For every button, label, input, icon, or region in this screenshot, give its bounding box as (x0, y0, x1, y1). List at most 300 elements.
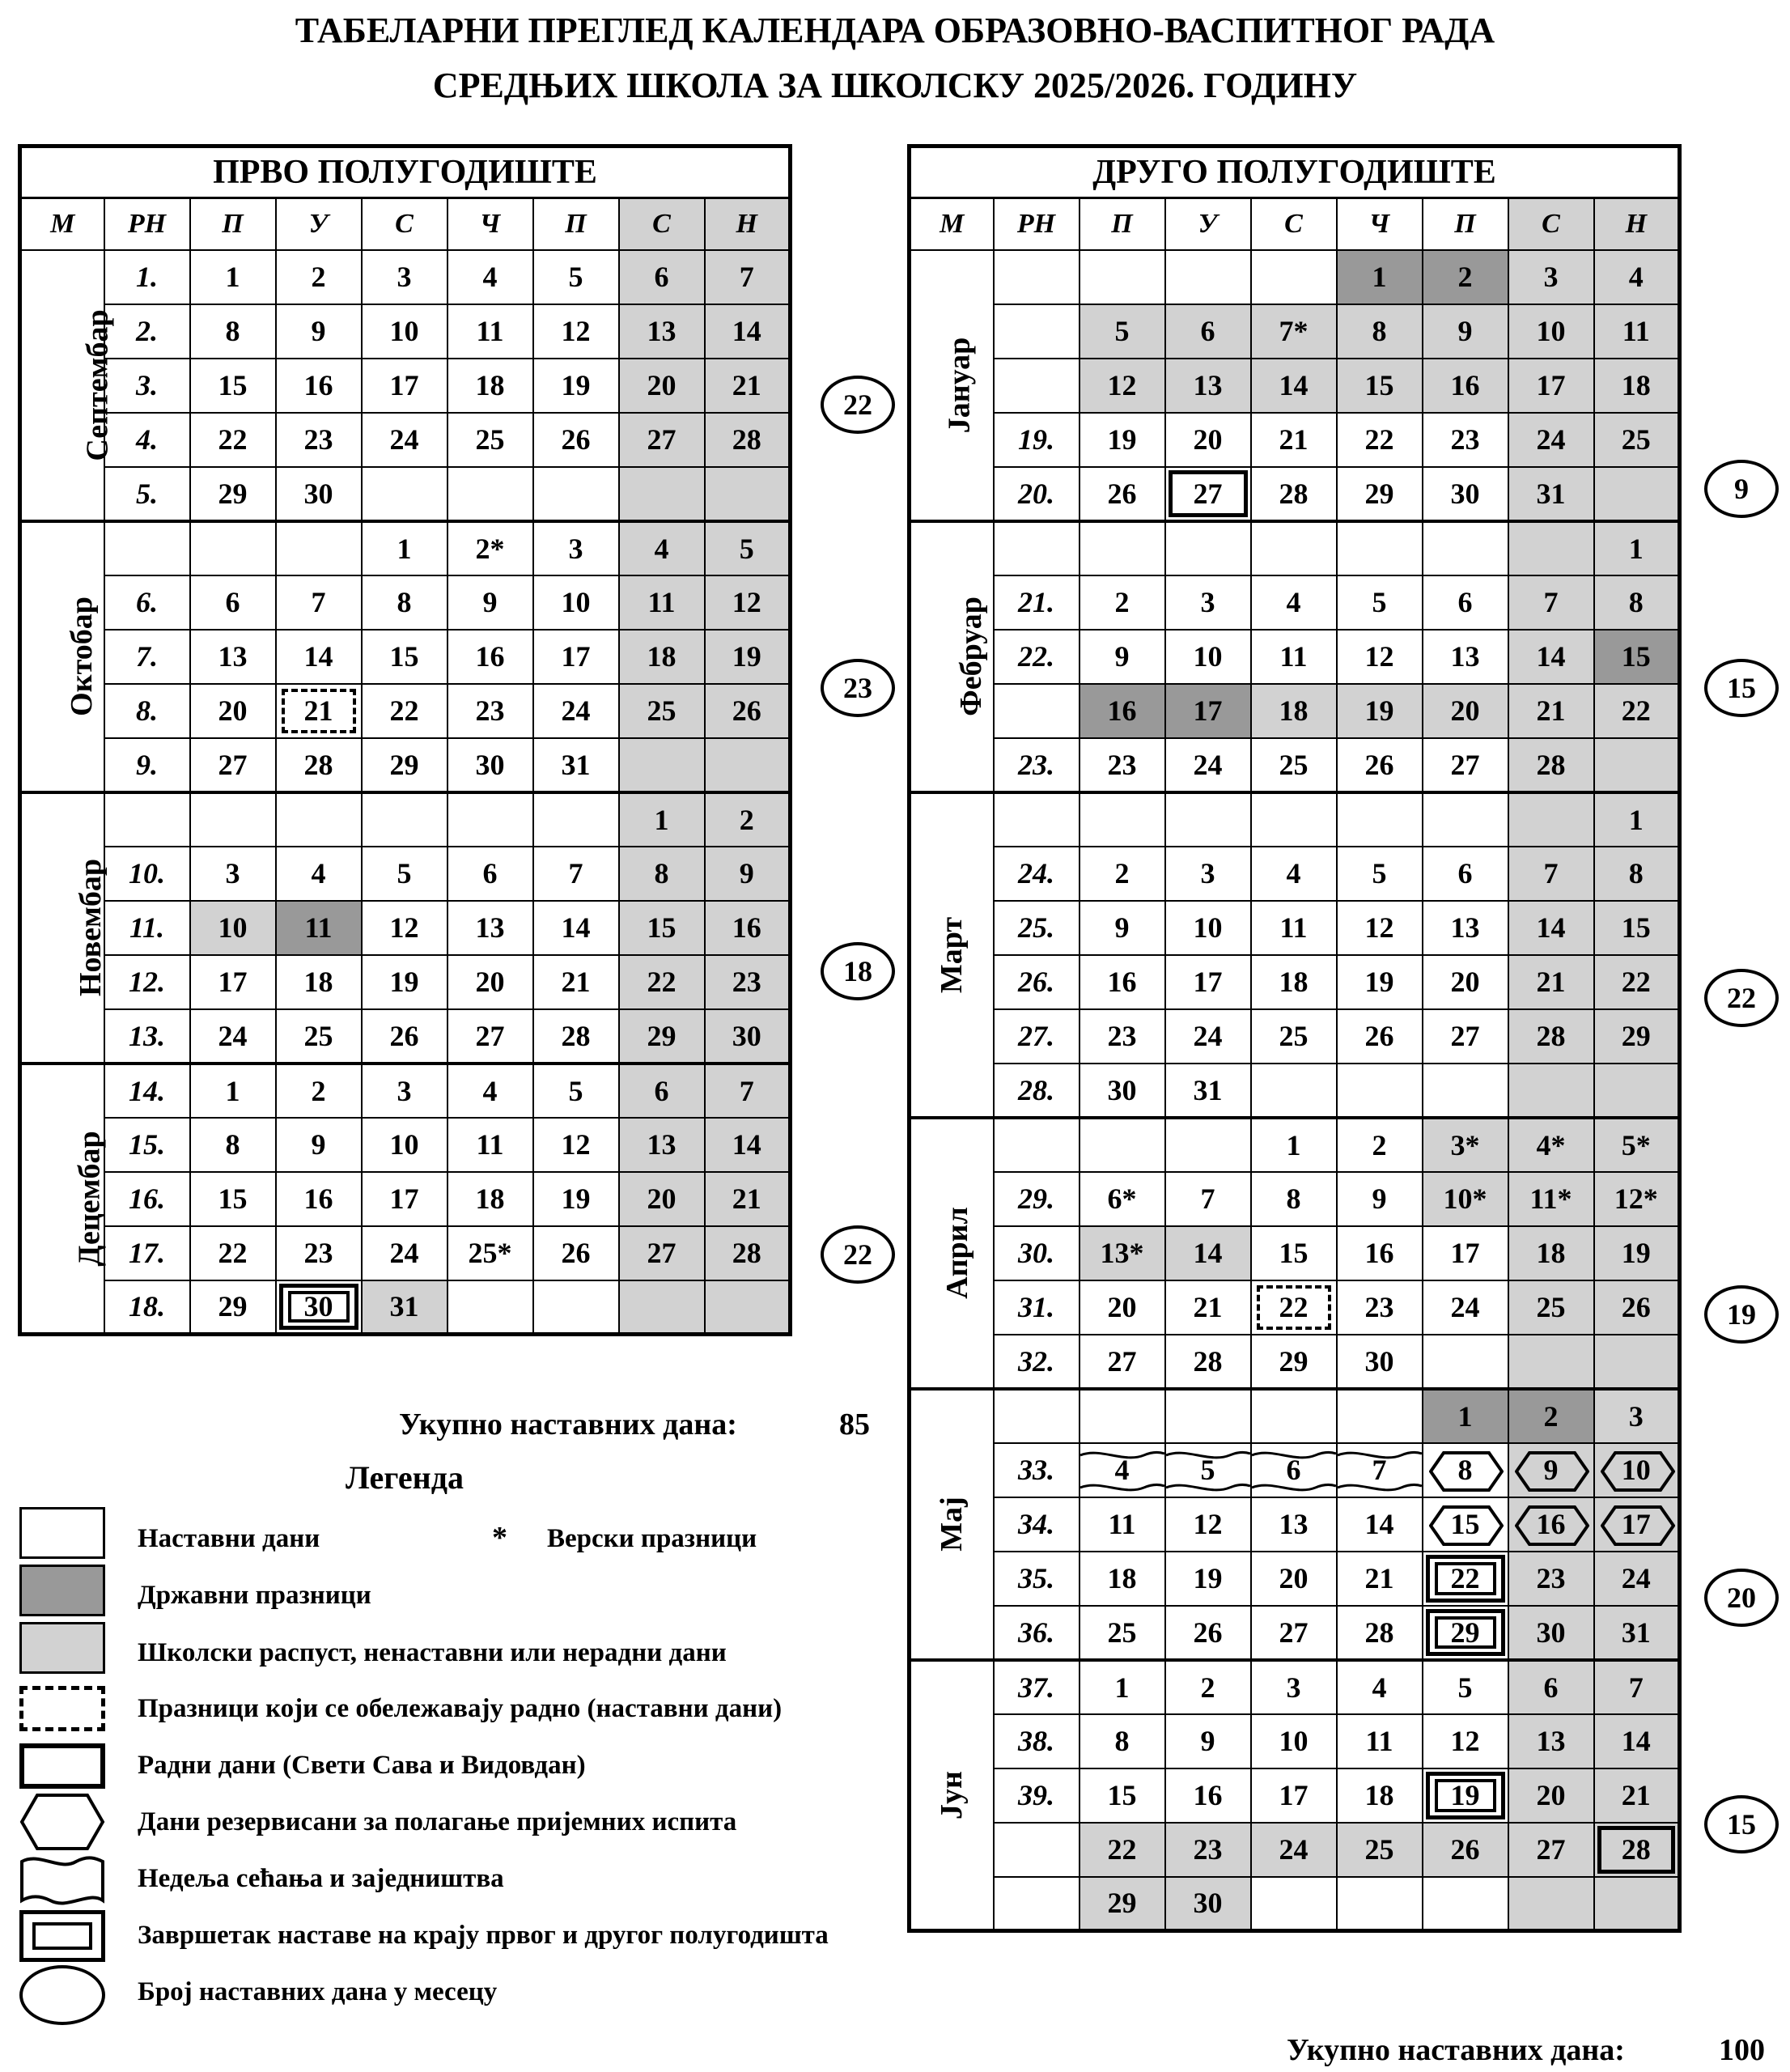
day-cell: 2 (1165, 1660, 1251, 1714)
day-cell: 2* (448, 521, 533, 575)
day-cell: 15 (1080, 1768, 1165, 1823)
day-cell (1337, 521, 1423, 575)
day-cell: 15 (1423, 1497, 1508, 1552)
day-cell: 30 (276, 467, 362, 521)
day-cell (533, 467, 619, 521)
week-number: 28. (994, 1064, 1080, 1118)
day-cell (1423, 1335, 1508, 1389)
day-cell (1337, 1877, 1423, 1931)
day-cell: 1 (1251, 1118, 1337, 1172)
column-header-2: П (1080, 198, 1165, 250)
day-cell: 27 (1080, 1335, 1165, 1389)
day-cell: 4 (1251, 575, 1337, 630)
day-cell: 16 (1423, 359, 1508, 413)
week-number: 37. (994, 1660, 1080, 1714)
week-number: 8. (104, 684, 190, 738)
day-cell: 22 (1594, 955, 1680, 1009)
day-cell: 18 (1594, 359, 1680, 413)
day-cell (705, 1280, 791, 1335)
day-cell: 11 (276, 901, 362, 955)
day-cell: 27 (619, 413, 705, 467)
day-cell: 15 (619, 901, 705, 955)
week-number (104, 792, 190, 847)
day-cell: 12 (362, 901, 448, 955)
day-cell: 29 (1423, 1606, 1508, 1660)
week-row (910, 1335, 1680, 1389)
day-cell: 12 (1337, 901, 1423, 955)
week-number (994, 792, 1080, 847)
month-count-circle: 22 (1704, 969, 1779, 1027)
day-cell: 14 (533, 901, 619, 955)
week-number: 18. (104, 1280, 190, 1335)
day-cell: 5 (705, 521, 791, 575)
day-cell: 14 (1337, 1497, 1423, 1552)
day-cell: 7 (276, 575, 362, 630)
week-row (910, 847, 1680, 901)
day-cell: 8 (1251, 1172, 1337, 1226)
day-cell: 15 (1251, 1226, 1337, 1280)
day-cell (448, 792, 533, 847)
day-cell: 21 (705, 359, 791, 413)
day-cell: 22 (1423, 1552, 1508, 1606)
week-number: 12. (104, 955, 190, 1009)
day-cell: 11 (448, 304, 533, 359)
day-cell: 19 (362, 955, 448, 1009)
day-cell: 15 (362, 630, 448, 684)
day-cell: 14 (705, 304, 791, 359)
week-row (910, 250, 1680, 304)
day-cell (1594, 1335, 1680, 1389)
day-cell (1165, 1118, 1251, 1172)
day-cell: 24 (190, 1009, 276, 1064)
week-row (20, 1280, 791, 1335)
week-row (910, 1877, 1680, 1931)
day-cell (619, 738, 705, 792)
day-cell (1080, 250, 1165, 304)
day-cell: 9 (1080, 630, 1165, 684)
day-cell: 23 (1508, 1552, 1594, 1606)
day-cell: 4 (1080, 1443, 1165, 1497)
week-number: 39. (994, 1768, 1080, 1823)
week-number: 29. (994, 1172, 1080, 1226)
day-cell: 21 (1165, 1280, 1251, 1335)
month-count-circle: 19 (1704, 1285, 1779, 1344)
day-cell: 20 (619, 1172, 705, 1226)
day-cell: 27 (1251, 1606, 1337, 1660)
day-cell: 4 (1337, 1660, 1423, 1714)
day-cell: 25 (1337, 1823, 1423, 1877)
day-cell: 20 (190, 684, 276, 738)
day-cell: 20 (1165, 413, 1251, 467)
week-row (910, 1606, 1680, 1660)
day-cell: 3 (1508, 250, 1594, 304)
column-header-6: П (533, 198, 619, 250)
day-cell: 28 (705, 1226, 791, 1280)
day-cell: 30 (1423, 467, 1508, 521)
day-cell: 25 (1251, 738, 1337, 792)
day-cell: 30 (448, 738, 533, 792)
first-semester-total-label: Укупно наставних дана: (399, 1408, 737, 1441)
day-cell: 10 (1508, 304, 1594, 359)
day-cell: 27 (1508, 1823, 1594, 1877)
day-cell: 6 (1508, 1660, 1594, 1714)
day-cell: 24 (1251, 1823, 1337, 1877)
day-cell: 18 (1251, 955, 1337, 1009)
day-cell (619, 467, 705, 521)
day-cell: 14 (1508, 901, 1594, 955)
day-cell: 11 (1337, 1714, 1423, 1768)
day-cell: 3 (533, 521, 619, 575)
week-number: 6. (104, 575, 190, 630)
day-cell: 25 (1508, 1280, 1594, 1335)
legend-label-day-count: Број наставних дана у месецу (138, 1977, 498, 2006)
day-cell: 16 (1080, 684, 1165, 738)
day-cell: 1 (362, 521, 448, 575)
week-row (20, 684, 791, 738)
legend-teaching-day-swatch (19, 1507, 105, 1559)
week-row (20, 521, 791, 575)
month-label: Март (910, 792, 994, 1118)
day-cell: 2 (705, 792, 791, 847)
day-cell: 22 (1080, 1823, 1165, 1877)
day-cell: 14 (1508, 630, 1594, 684)
column-header-5: Ч (448, 198, 533, 250)
second-semester-total-label: Укупно наставних дана: (1287, 2033, 1625, 2067)
day-cell: 4 (276, 847, 362, 901)
day-cell: 28 (705, 413, 791, 467)
day-cell: 5 (362, 847, 448, 901)
day-cell: 2 (1337, 1118, 1423, 1172)
column-header-8: Н (1594, 198, 1680, 250)
day-cell: 12 (1080, 359, 1165, 413)
day-cell: 16 (1080, 955, 1165, 1009)
day-cell: 30 (705, 1009, 791, 1064)
legend-state-holiday-swatch (19, 1565, 105, 1616)
day-cell: 18 (448, 359, 533, 413)
column-header-4: С (1251, 198, 1337, 250)
day-cell: 4 (619, 521, 705, 575)
day-cell: 2 (1508, 1389, 1594, 1443)
day-cell: 2 (1080, 847, 1165, 901)
column-header-4: С (362, 198, 448, 250)
semester-2-grid (907, 144, 1682, 1933)
week-number: 5. (104, 467, 190, 521)
day-cell: 10 (190, 901, 276, 955)
month-count-circle: 22 (821, 1225, 895, 1284)
week-row (20, 738, 791, 792)
week-row (20, 1064, 791, 1118)
legend-circle-icon (19, 1965, 105, 2025)
day-cell: 26 (1594, 1280, 1680, 1335)
day-cell: 1 (1594, 792, 1680, 847)
column-header-3: У (1165, 198, 1251, 250)
day-cell: 7 (1508, 575, 1594, 630)
week-row (20, 304, 791, 359)
week-row (20, 1172, 791, 1226)
day-cell: 8 (190, 304, 276, 359)
legend-solid-box-icon (19, 1743, 105, 1789)
day-cell: 12 (533, 304, 619, 359)
week-number: 32. (994, 1335, 1080, 1389)
week-row (910, 467, 1680, 521)
day-cell: 8 (1423, 1443, 1508, 1497)
week-row (910, 1660, 1680, 1714)
day-cell: 28 (1594, 1823, 1680, 1877)
day-cell (362, 792, 448, 847)
day-cell: 8 (362, 575, 448, 630)
week-row (910, 304, 1680, 359)
day-cell: 12* (1594, 1172, 1680, 1226)
day-cell: 9 (1423, 304, 1508, 359)
column-header-0: М (910, 198, 994, 250)
day-cell: 13 (1508, 1714, 1594, 1768)
month-label: Фебруар (910, 521, 994, 792)
week-row (20, 901, 791, 955)
day-cell: 8 (619, 847, 705, 901)
day-cell: 26 (705, 684, 791, 738)
week-number: 20. (994, 467, 1080, 521)
day-cell: 19 (705, 630, 791, 684)
day-cell: 6 (190, 575, 276, 630)
week-row (910, 1552, 1680, 1606)
day-cell: 17 (1251, 1768, 1337, 1823)
week-row (20, 1226, 791, 1280)
day-cell (1080, 792, 1165, 847)
day-cell: 20 (448, 955, 533, 1009)
day-cell: 2 (276, 1064, 362, 1118)
day-cell (1165, 792, 1251, 847)
day-cell: 21 (1508, 955, 1594, 1009)
week-number: 10. (104, 847, 190, 901)
column-header-3: У (276, 198, 362, 250)
day-cell: 30 (1508, 1606, 1594, 1660)
day-cell: 17 (362, 359, 448, 413)
day-cell: 20 (1251, 1552, 1337, 1606)
day-cell: 22 (190, 1226, 276, 1280)
day-cell (1251, 1877, 1337, 1931)
day-cell: 21 (1594, 1768, 1680, 1823)
day-cell: 26 (1337, 738, 1423, 792)
week-row (910, 1497, 1680, 1552)
day-cell: 16 (705, 901, 791, 955)
day-cell: 29 (190, 467, 276, 521)
day-cell: 13 (619, 304, 705, 359)
day-cell (276, 792, 362, 847)
day-cell: 16 (276, 359, 362, 413)
semester-2-title: ДРУГО ПОЛУГОДИШТЕ (910, 146, 1680, 198)
day-cell: 27 (619, 1226, 705, 1280)
day-cell: 23 (1080, 1009, 1165, 1064)
day-cell: 8 (1337, 304, 1423, 359)
week-number: 15. (104, 1118, 190, 1172)
day-cell: 29 (619, 1009, 705, 1064)
month-label: Децембар (20, 1064, 104, 1335)
day-cell: 13* (1080, 1226, 1165, 1280)
legend-label-teaching: Наставни дани (138, 1524, 320, 1553)
day-cell: 17 (1165, 684, 1251, 738)
week-row (910, 575, 1680, 630)
month-label: Мај (910, 1389, 994, 1660)
day-cell (1423, 521, 1508, 575)
day-cell (1080, 1118, 1165, 1172)
legend-label-remembrance-week: Недеља сећања и заједништва (138, 1864, 504, 1893)
day-cell (1594, 467, 1680, 521)
day-cell: 19 (1594, 1226, 1680, 1280)
day-cell: 29 (190, 1280, 276, 1335)
day-cell: 4 (448, 250, 533, 304)
day-cell: 28 (1165, 1335, 1251, 1389)
day-cell: 16 (1337, 1226, 1423, 1280)
day-cell: 12 (1165, 1497, 1251, 1552)
day-cell: 11 (1251, 901, 1337, 955)
week-number: 34. (994, 1497, 1080, 1552)
day-cell (1423, 1877, 1508, 1931)
day-cell: 20 (1508, 1768, 1594, 1823)
day-cell (1165, 1389, 1251, 1443)
legend-title: Легенда (346, 1459, 464, 1496)
day-cell: 6 (448, 847, 533, 901)
day-cell: 26 (1337, 1009, 1423, 1064)
day-cell: 11 (1251, 630, 1337, 684)
day-cell (1423, 792, 1508, 847)
day-cell: 3 (190, 847, 276, 901)
day-cell: 4 (1251, 847, 1337, 901)
day-cell: 24 (1594, 1552, 1680, 1606)
week-number: 11. (104, 901, 190, 955)
day-cell: 28 (1508, 738, 1594, 792)
day-cell: 1 (1337, 250, 1423, 304)
week-row (910, 1226, 1680, 1280)
day-cell: 19 (1080, 413, 1165, 467)
week-row (910, 1172, 1680, 1226)
day-cell: 14 (1594, 1714, 1680, 1768)
day-cell: 13 (1165, 359, 1251, 413)
day-cell: 6* (1080, 1172, 1165, 1226)
week-number: 1. (104, 250, 190, 304)
day-cell: 18 (1508, 1226, 1594, 1280)
day-cell: 18 (1080, 1552, 1165, 1606)
day-cell: 3 (362, 250, 448, 304)
column-header-1: РН (994, 198, 1080, 250)
day-cell: 27 (1423, 738, 1508, 792)
column-header-7: С (619, 198, 705, 250)
day-cell: 5 (1337, 575, 1423, 630)
legend-label-state-holiday: Државни празници (138, 1581, 371, 1610)
day-cell: 12 (1423, 1714, 1508, 1768)
day-cell: 20 (1080, 1280, 1165, 1335)
day-cell: 13 (190, 630, 276, 684)
day-cell: 7* (1251, 304, 1337, 359)
day-cell: 13 (1423, 901, 1508, 955)
week-row (20, 575, 791, 630)
day-cell (1251, 521, 1337, 575)
legend-label-religious: Верски празници (547, 1524, 757, 1553)
day-cell: 7 (1165, 1172, 1251, 1226)
day-cell: 13 (448, 901, 533, 955)
day-cell: 25 (619, 684, 705, 738)
day-cell: 31 (1508, 467, 1594, 521)
day-cell: 9 (1337, 1172, 1423, 1226)
week-row (910, 1768, 1680, 1823)
day-cell: 26 (533, 1226, 619, 1280)
week-row (910, 1118, 1680, 1172)
day-cell: 5 (1165, 1443, 1251, 1497)
day-cell: 22 (1337, 413, 1423, 467)
day-cell: 6 (1423, 575, 1508, 630)
day-cell: 27 (1423, 1009, 1508, 1064)
day-cell: 3 (1594, 1389, 1680, 1443)
week-row (910, 792, 1680, 847)
second-semester-total-value: 100 (1719, 2033, 1765, 2067)
day-cell (1251, 250, 1337, 304)
week-row (910, 1064, 1680, 1118)
day-cell (533, 792, 619, 847)
day-cell: 19 (533, 1172, 619, 1226)
day-cell: 10 (1594, 1443, 1680, 1497)
day-cell: 26 (362, 1009, 448, 1064)
day-cell: 15 (1594, 630, 1680, 684)
day-cell: 23 (1423, 413, 1508, 467)
week-number: 4. (104, 413, 190, 467)
day-cell: 9 (276, 1118, 362, 1172)
day-cell: 2 (1080, 575, 1165, 630)
day-cell: 18 (619, 630, 705, 684)
week-row (910, 413, 1680, 467)
legend-label-working-day: Радни дани (Свети Сава и Видовдан) (138, 1751, 586, 1780)
column-header-7: С (1508, 198, 1594, 250)
week-number: 24. (994, 847, 1080, 901)
week-row (910, 955, 1680, 1009)
column-header-0: М (20, 198, 104, 250)
week-row (20, 955, 791, 1009)
day-cell (533, 1280, 619, 1335)
day-cell: 29 (1337, 467, 1423, 521)
day-cell: 29 (1080, 1877, 1165, 1931)
legend-wave-icon (19, 1853, 105, 1909)
day-cell: 9 (448, 575, 533, 630)
day-cell: 3 (362, 1064, 448, 1118)
day-cell (362, 467, 448, 521)
day-cell: 5 (1080, 304, 1165, 359)
week-number: 36. (994, 1606, 1080, 1660)
week-number: 2. (104, 304, 190, 359)
day-cell: 17 (362, 1172, 448, 1226)
day-cell: 10* (1423, 1172, 1508, 1226)
day-cell (1337, 1064, 1423, 1118)
day-cell: 3 (1251, 1660, 1337, 1714)
day-cell: 27 (190, 738, 276, 792)
week-number (994, 359, 1080, 413)
day-cell: 5* (1594, 1118, 1680, 1172)
week-row (910, 630, 1680, 684)
day-cell (1508, 1064, 1594, 1118)
month-count-circle: 15 (1704, 659, 1779, 717)
day-cell: 21 (1251, 413, 1337, 467)
day-cell: 25 (448, 413, 533, 467)
day-cell: 23 (448, 684, 533, 738)
week-number: 14. (104, 1064, 190, 1118)
day-cell: 7 (1508, 847, 1594, 901)
day-cell: 24 (1165, 1009, 1251, 1064)
day-cell (276, 521, 362, 575)
day-cell (448, 1280, 533, 1335)
column-header-5: Ч (1337, 198, 1423, 250)
day-cell: 19 (533, 359, 619, 413)
week-number: 16. (104, 1172, 190, 1226)
day-cell: 12 (1337, 630, 1423, 684)
day-cell (1251, 792, 1337, 847)
day-cell: 13 (619, 1118, 705, 1172)
